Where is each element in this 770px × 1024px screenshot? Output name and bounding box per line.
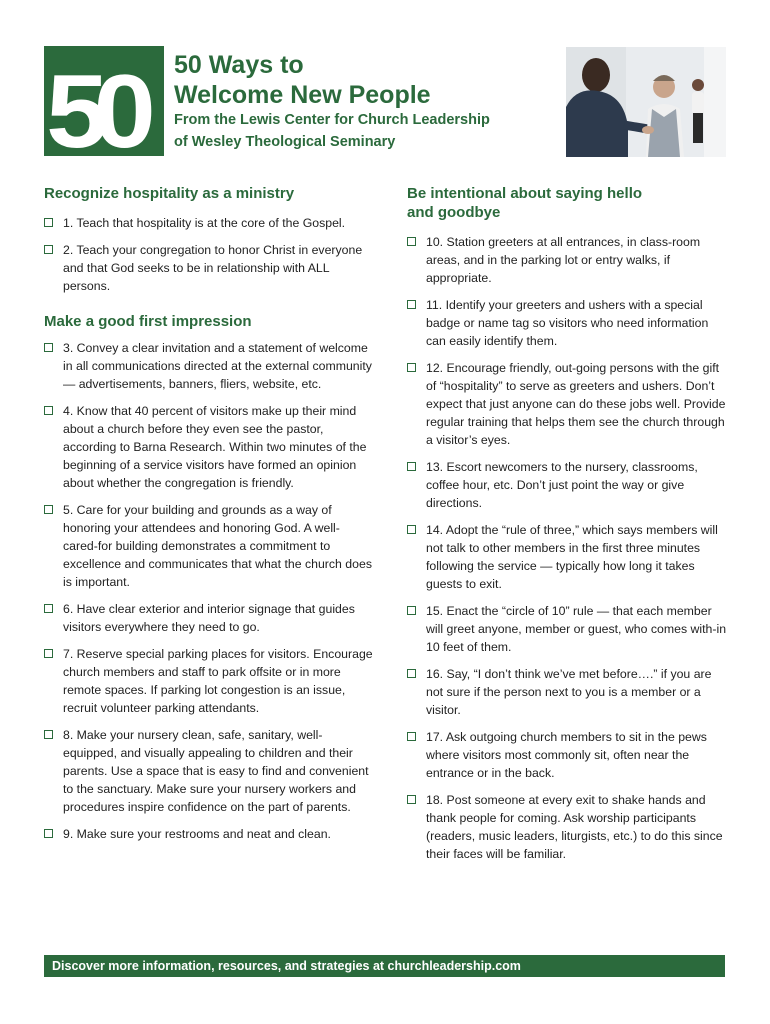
item-text: 12. Encourage friendly, out-going persons with the gift of “hospitality” to serve as greeters and ushers. Don’t expect that just anyone can do these jobs well. Provide regular training that helps them see the church through a visitor’s eyes. [426, 361, 726, 447]
list-item [407, 665, 727, 719]
checkbox-icon [44, 343, 53, 352]
title-line-2: Welcome New People [174, 81, 431, 109]
item-text: 10. Station greeters at all entrances, in class-room areas, and in the parking lot or entry walks, if appropriate. [426, 235, 701, 285]
list-item [44, 645, 374, 717]
section-heading-hello-goodbye [407, 184, 727, 222]
checkbox-icon [407, 300, 416, 309]
greeting-photo [566, 47, 726, 157]
list-item [44, 339, 374, 393]
list-item [407, 728, 727, 782]
item-text: 13. Escort newcomers to the nursery, classrooms, coffee hour, etc. Don’t just point the way or give directions. [426, 460, 698, 510]
checkbox-icon [44, 730, 53, 739]
left-column [44, 184, 374, 843]
checkbox-icon [407, 732, 416, 741]
item-text: 14. Adopt the “rule of three,” which says members will not talk to other members in the first three minutes following the service — typically how long it takes guests to exit. [426, 523, 718, 591]
item-text: 4. Know that 40 percent of visitors make up their mind about a church before they even see the pastor, according to Barna Research. Within two minutes of the beginning of a service visitors have formed an opinion about whether the congregation is friendly. [63, 404, 367, 490]
checkbox-icon [407, 237, 416, 246]
checkbox-icon [407, 363, 416, 372]
list-item [407, 359, 727, 449]
checkbox-icon [44, 649, 53, 658]
list-item [407, 296, 727, 350]
item-text: 7. Reserve special parking places for visitors. Encourage church members and staff to park offsite or in more remote spaces. If parking lot congestion is an issue, recruit volunteer parking attendants. [63, 647, 373, 715]
page-subtitle [174, 109, 490, 153]
list-item [407, 521, 727, 593]
item-text: 6. Have clear exterior and interior signage that guides visitors everywhere they need to go. [63, 602, 355, 634]
logo-number: 50 [46, 54, 141, 156]
list-item [44, 402, 374, 492]
section-heading-first-impression: Make a good first impression [44, 313, 252, 330]
list-item [407, 602, 727, 656]
item-text: 8. Make your nursery clean, safe, sanitary, well-equipped, and visually appealing to children and their parents. Use a space that is easy to find and convenient to the sanctuary. Make sure your nursery workers and procedures inspire confidence on the part of parents. [63, 728, 369, 814]
item-text: 3. Convey a clear invitation and a statement of welcome in all communications directed at the external community — advertisements, banners, fliers, website, etc. [63, 341, 372, 391]
item-text: 18. Post someone at every exit to shake hands and thank people for coming. Ask worship participants (readers, music leaders, liturgists, etc.) to do this since their faces will be familiar. [426, 793, 723, 861]
list-item [407, 791, 727, 863]
footer-banner: Discover more information, resources, and strategies at churchleadership.com [44, 955, 725, 977]
page-title [174, 50, 431, 110]
list-item [407, 458, 727, 512]
section-heading-line-1: Be intentional about saying hello [407, 185, 643, 202]
item-text: 2. Teach your congregation to honor Christ in everyone and that God seeks to be in relationship with ALL persons. [63, 243, 363, 293]
title-line-1: 50 Ways to [174, 51, 304, 79]
subtitle-line-1: From the Lewis Center for Church Leadership [174, 112, 490, 128]
list-item [44, 241, 374, 295]
item-text: 11. Identify your greeters and ushers with a special badge or name tag so visitors who need information can easily identify them. [426, 298, 709, 348]
item-text: 5. Care for your building and grounds as a way of honoring your attendees and honoring God. A well-cared-for building demonstrates a commitment to excellence and communicates that what the church does is important. [63, 503, 372, 589]
right-column [407, 184, 727, 863]
item-text: 1. Teach that hospitality is at the core of the Gospel. [63, 216, 346, 230]
list-item [44, 600, 374, 636]
item-text: 15. Enact the “circle of 10” rule — that each member will greet anyone, member or guest, who comes with-in 10 feet of them. [426, 604, 727, 654]
checkbox-icon [44, 218, 53, 227]
list-item [407, 233, 727, 287]
list-item [44, 825, 374, 843]
list-item [44, 214, 374, 232]
list-item [44, 501, 374, 591]
section-heading-line-2: and goodbye [407, 204, 501, 221]
checkbox-icon [44, 245, 53, 254]
checkbox-icon [407, 525, 416, 534]
checkbox-icon [44, 604, 53, 613]
checkbox-icon [44, 829, 53, 838]
subtitle-line-2: of Wesley Theological Seminary [174, 134, 396, 150]
item-text: 9. Make sure your restrooms and neat and clean. [63, 827, 331, 841]
list-item [44, 726, 374, 816]
checkbox-icon [407, 669, 416, 678]
checkbox-icon [44, 406, 53, 415]
section-heading-hospitality: Recognize hospitality as a ministry [44, 185, 295, 202]
checkbox-icon [407, 795, 416, 804]
checkbox-icon [407, 606, 416, 615]
checkbox-icon [407, 462, 416, 471]
item-text: 16. Say, “I don’t think we’ve met before….” if you are not sure if the person next to you is a member or a visitor. [426, 667, 712, 717]
logo-50 [44, 46, 164, 156]
checkbox-icon [44, 505, 53, 514]
item-text: 17. Ask outgoing church members to sit in the pews where visitors most commonly sit, often near the entrance or in the back. [426, 730, 707, 780]
